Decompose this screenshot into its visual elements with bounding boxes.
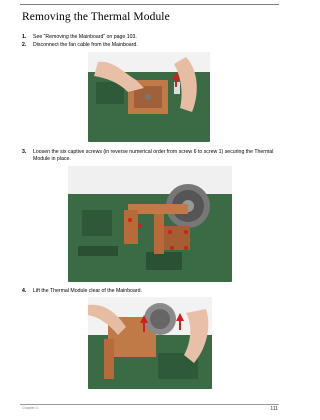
step-text: See “Removing the Mainboard” on page 103. bbox=[33, 34, 137, 40]
step-number: 4. bbox=[22, 288, 27, 294]
photo-disconnect-fan-cable bbox=[88, 52, 210, 142]
page-title: Removing the Thermal Module bbox=[22, 11, 170, 23]
step-text: Lift the Thermal Module clear of the Mainboard. bbox=[33, 288, 142, 294]
photo-loosen-screws bbox=[68, 166, 232, 282]
photo-2-illustration bbox=[68, 166, 232, 282]
step-2 bbox=[22, 42, 278, 49]
chapter-label: Chapter 3 bbox=[22, 406, 38, 410]
footer-rule bbox=[20, 404, 279, 405]
step-4 bbox=[22, 288, 278, 295]
photo-3-illustration bbox=[88, 297, 212, 389]
step-number: 3. bbox=[22, 149, 27, 155]
step-text: Disconnect the fan cable from the Mainboard. bbox=[33, 42, 138, 48]
page-number: 111 bbox=[270, 406, 278, 412]
header-rule bbox=[20, 4, 279, 5]
step-1 bbox=[22, 34, 278, 41]
photo-1-illustration bbox=[88, 52, 210, 142]
step-text: Loosen the six captive screws (in reverse numerical order from screw 6 to screw 1) securing the Thermal Module in place. bbox=[33, 149, 274, 162]
photo-lift-thermal-module bbox=[88, 297, 212, 389]
step-number: 1. bbox=[22, 34, 27, 40]
step-3 bbox=[22, 149, 278, 163]
step-number: 2. bbox=[22, 42, 27, 48]
